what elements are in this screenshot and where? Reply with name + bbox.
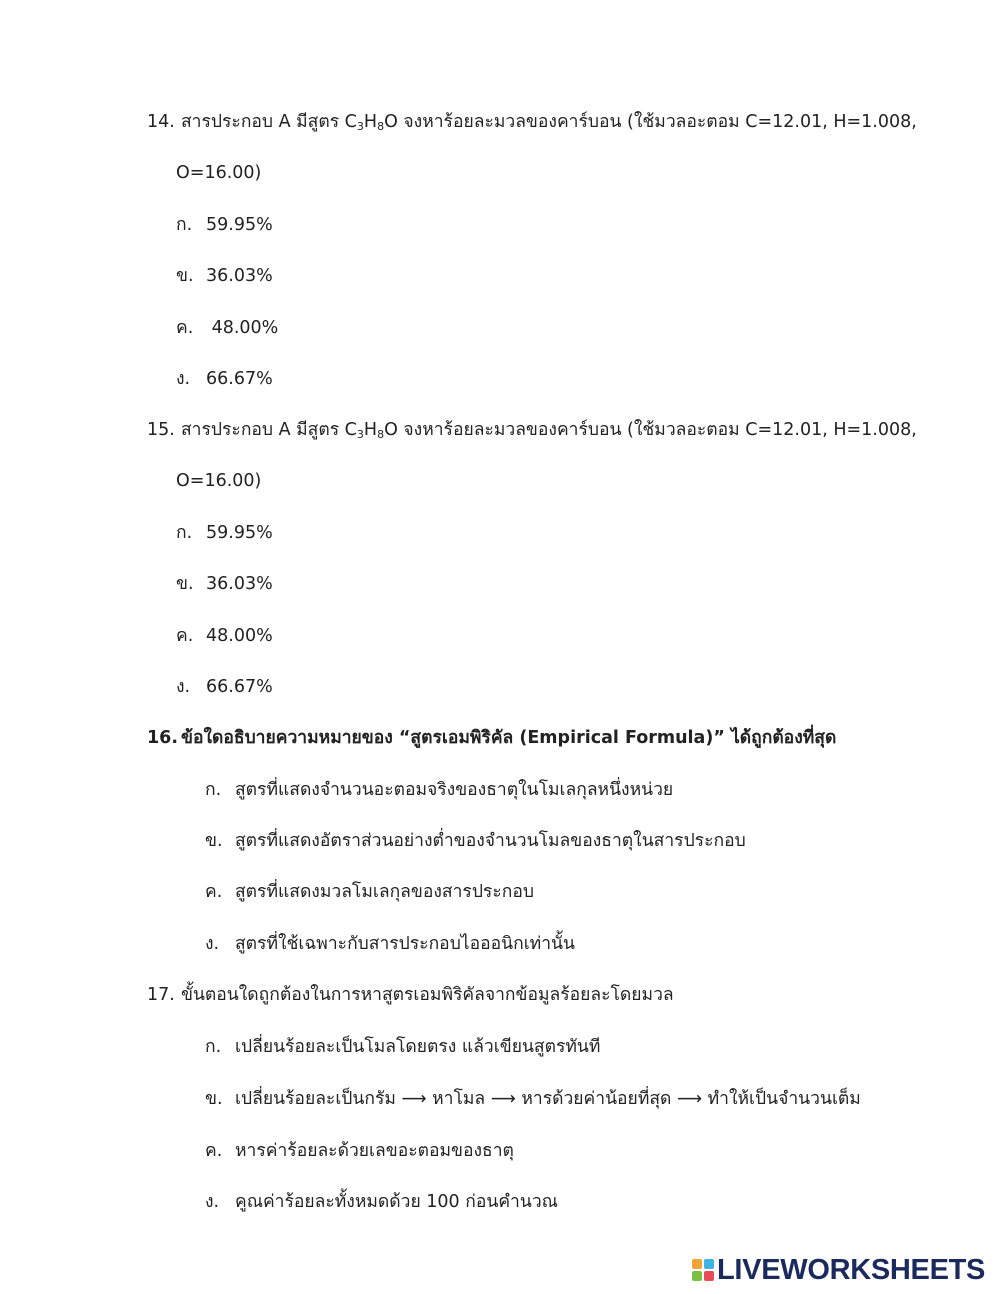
question-15-option-a — [176, 521, 273, 545]
subscript: 8 — [377, 428, 385, 441]
option-text: สูตรที่ใช้เฉพาะกับสารประกอบไอออนิกเท่านั้น — [235, 934, 575, 954]
question-15-option-d — [176, 675, 273, 699]
liveworksheets-logo[interactable] — [692, 1254, 985, 1286]
option-label: ค. — [205, 1141, 223, 1161]
option-text: 48.00% — [206, 626, 273, 646]
option-text: คูณค่าร้อยละทั้งหมดด้วย 100 ก่อนคำนวณ — [235, 1192, 558, 1212]
question-14-option-c — [176, 316, 278, 340]
option-label: ก. — [176, 523, 193, 543]
option-label: ก. — [176, 215, 193, 235]
option-label: ค. — [205, 882, 223, 902]
question-17-stem — [147, 983, 674, 1007]
question-number: 15. — [147, 420, 175, 440]
stem-text: ข้อใดอธิบายความหมายของ “สูตรเอมพิริคัล (Empirical Formula)” ได้ถูกต้องที่สุด — [181, 728, 837, 748]
stem-text: H — [363, 420, 378, 440]
question-17-option-d — [205, 1190, 558, 1214]
question-14-option-b — [176, 264, 273, 288]
option-label: ข. — [176, 574, 194, 594]
logo-block — [704, 1259, 714, 1269]
option-label: ข. — [205, 831, 223, 851]
option-text: 48.00% — [206, 318, 279, 338]
subscript: 3 — [356, 120, 364, 133]
option-text: 36.03% — [206, 266, 273, 286]
stem-text: สารประกอบ A มีสูตร C — [181, 112, 357, 132]
subscript: 3 — [356, 428, 364, 441]
logo-block — [692, 1259, 702, 1269]
option-text: 59.95% — [206, 215, 273, 235]
question-number: 16. — [147, 728, 179, 748]
option-text: สูตรที่แสดงอัตราส่วนอย่างต่ำของจำนวนโมลของธาตุในสารประกอบ — [235, 831, 746, 851]
question-17-option-b — [205, 1087, 861, 1111]
question-16-option-d — [205, 932, 575, 956]
question-14-continuation: O=16.00) — [176, 163, 262, 183]
option-label: ก. — [205, 1037, 222, 1057]
question-15-option-c — [176, 624, 273, 648]
stem-text: O จงหาร้อยละมวลของคาร์บอน (ใช้มวลอะตอม C=12.01, H=1.008, — [384, 112, 917, 132]
option-text: เปลี่ยนร้อยละเป็นโมลโดยตรง แล้วเขียนสูตรทันที — [235, 1037, 601, 1057]
option-text: สูตรที่แสดงมวลโมเลกุลของสารประกอบ — [235, 882, 534, 902]
option-text: 36.03% — [206, 574, 273, 594]
stem-text: สารประกอบ A มีสูตร C — [181, 420, 357, 440]
logo-text: LIVEWORKSHEETS — [717, 1253, 986, 1286]
option-label: ข. — [176, 266, 194, 286]
subscript: 8 — [377, 120, 385, 133]
question-15-stem — [147, 418, 917, 442]
option-text: สูตรที่แสดงจำนวนอะตอมจริงของธาตุในโมเลกุลหนึ่งหน่วย — [235, 780, 674, 800]
question-16-option-c — [205, 880, 534, 904]
option-label: ง. — [176, 677, 191, 697]
option-label: ง. — [176, 369, 191, 389]
question-16-option-b — [205, 829, 746, 853]
option-label: ง. — [205, 1192, 220, 1212]
question-14-option-a — [176, 213, 273, 237]
question-14-option-d — [176, 367, 273, 391]
option-text: 66.67% — [206, 677, 273, 697]
question-number: 14. — [147, 112, 175, 132]
question-17-option-a — [205, 1035, 600, 1059]
stem-text: H — [363, 112, 378, 132]
option-text: เปลี่ยนร้อยละเป็นกรัม ⟶ หาโมล ⟶ หารด้วยค่าน้อยที่สุด ⟶ ทำให้เป็นจำนวนเต็ม — [235, 1089, 861, 1109]
option-label: ค. — [176, 318, 194, 338]
option-label: ง. — [205, 934, 220, 954]
question-15-continuation: O=16.00) — [176, 471, 262, 491]
question-16-stem — [147, 726, 836, 750]
question-17-option-c — [205, 1139, 514, 1163]
stem-text: ขั้นตอนใดถูกต้องในการหาสูตรเอมพิริคัลจากข้อมูลร้อยละโดยมวล — [181, 985, 674, 1005]
logo-block — [704, 1271, 714, 1281]
question-15-option-b — [176, 572, 273, 596]
option-label: ข. — [205, 1089, 223, 1109]
logo-block — [692, 1271, 702, 1281]
question-16-option-a — [205, 778, 673, 802]
question-number: 17. — [147, 985, 175, 1005]
option-label: ค. — [176, 626, 194, 646]
option-text: 59.95% — [206, 523, 273, 543]
stem-text: O จงหาร้อยละมวลของคาร์บอน (ใช้มวลอะตอม C=12.01, H=1.008, — [384, 420, 917, 440]
option-label: ก. — [205, 780, 222, 800]
option-text: หารค่าร้อยละด้วยเลขอะตอมของธาตุ — [235, 1141, 514, 1161]
logo-blocks-icon — [692, 1259, 714, 1281]
option-text: 66.67% — [206, 369, 273, 389]
question-14-stem — [147, 110, 917, 134]
